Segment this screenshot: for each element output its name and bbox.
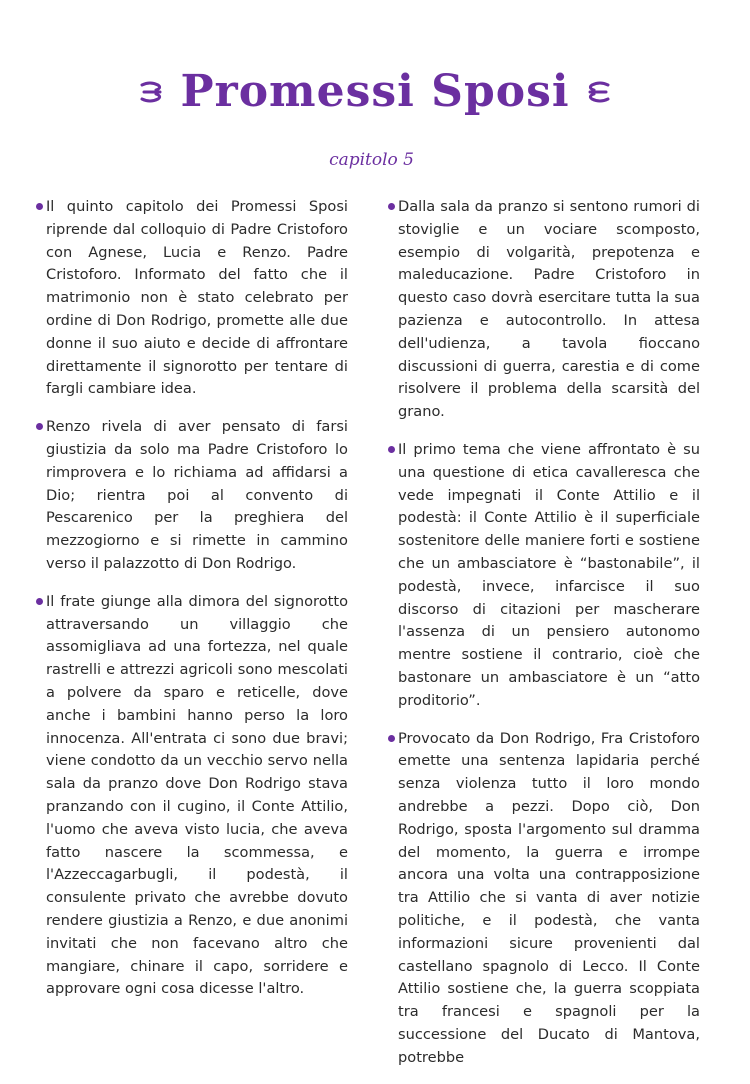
paragraph	[388, 196, 700, 424]
bullet-icon	[36, 203, 43, 210]
bullet-icon	[388, 446, 395, 453]
paragraph-text: Il quinto capitolo dei Promessi Sposi riprende dal colloquio di Padre Cristoforo con Agnese, Lucia e Renzo. Padre Cristoforo. Informato del fatto che il matrimonio non è stato celebrato per ordine di Don Rodrigo, promette alle due donne il suo aiuto e decide di affrontare direttamente il signorotto per tentare di fargli cambiare idea.	[46, 198, 348, 398]
left-column	[36, 196, 348, 1016]
paragraph-text: Il frate giunge alla dimora del signorotto attraversando un villaggio che assomigliava ad una fortezza, nel quale rastrelli e attrezzi agricoli sono mescolati a polvere da sparo e reticelle, dove anche i bambini hanno perso la loro innocenza. All'entrata ci sono due bravi; viene condotto da un vecchio servo nella sala da pranzo dove Don Rodrigo stava pranzando con il cugino, il Conte Attilio, l'uomo che aveva visto lucia, che aveva fatto nascere la scommessa, e l'Azzeccagarbugli, il podestà, il consulente privato che avrebbe dovuto rendere giustizia a Renzo, e due anonimi invitati che non facevano altro che mangiare, chinare il capo, sorridere e approvare ogni cosa dicesse l'altro.	[46, 592, 348, 998]
paragraph-text: Dalla sala da pranzo si sentono rumori di stoviglie e un vociare scomposto, esempio di volgarità, prepotenza e maleducazione. Padre Cristoforo in questo caso dovrà esercitare tutta la sua pazienza e autocontrollo. In attesa dell'udienza, a tavola fioccano discussioni di guerra, carestia e di come risolvere il problema della scarsità del grano.	[398, 198, 700, 421]
paragraph-text: Provocato da Don Rodrigo, Fra Cristoforo emette una sentenza lapidaria perché senza violenza tutto il loro mondo andrebbe a pezzi. Dopo ciò, Don Rodrigo, sposta l'argomento sul dramma del momento, la guerra e irrompe ancora una volta una contrapposizione tra Attilio che si vanta di aver notizie politiche, e il podestà, che vanta informazioni sicure provenienti dal castellano spagnolo di Lecco. Il Conte Attilio sostiene che, la guerra scoppiata tra francesi e spagnoli per la successione del Ducato di Mantova, potrebbe	[398, 729, 700, 1066]
bullet-icon	[388, 735, 395, 742]
paragraph	[36, 196, 348, 401]
paragraph	[388, 439, 700, 713]
bullet-icon	[388, 203, 395, 210]
chapter-subtitle: capitolo 5	[329, 150, 414, 170]
swirl-icon	[584, 77, 612, 107]
paragraph	[36, 591, 348, 1001]
right-column	[388, 196, 700, 1084]
page-title: Promessi Sposi	[180, 66, 570, 117]
paragraph	[388, 728, 700, 1070]
bullet-icon	[36, 423, 43, 430]
bullet-icon	[36, 598, 43, 605]
page-header	[0, 66, 750, 117]
paragraph-text: Il primo tema che viene affrontato è su una questione di etica cavalleresca che vede impegnati il Conte Attilio e il podestà: il Conte Attilio è il superficiale sostenitore delle maniere forti e sostiene che un ambasciatore è “bastonabile”, il podestà, invece, infarcisce il suo discorso di citazioni per mascherare l'assenza di un pensiero autonomo mentre sostiene il contrario, cioè che bastonare un ambasciatore è un “atto proditorio”.	[398, 440, 700, 709]
paragraph	[36, 416, 348, 576]
swirl-icon	[138, 77, 166, 107]
paragraph-text: Renzo rivela di aver pensato di farsi giustizia da solo ma Padre Cristoforo lo rimprovera e lo richiama ad affidarsi a Dio; rientra poi al convento di Pescarenico per la preghiera del mezzogiorno e si rimette in cammino verso il palazzotto di Don Rodrigo.	[46, 418, 348, 572]
